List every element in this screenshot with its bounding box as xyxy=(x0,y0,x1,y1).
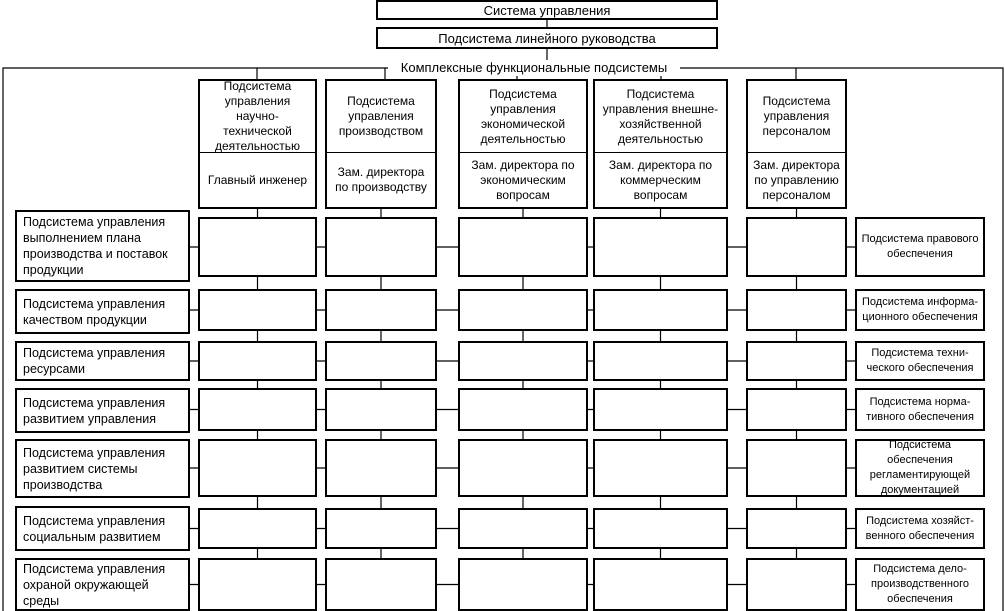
column-title-1: Подсистема управления научно-технической деятельностью xyxy=(214,79,301,153)
matrix-cell xyxy=(593,558,728,611)
linear-management-label: Подсистема линейного руководства xyxy=(438,30,656,46)
matrix-cell xyxy=(458,289,588,331)
column-title-3: Подсистема управления экономической деятельностью xyxy=(480,86,566,146)
column-header-4 xyxy=(593,79,728,209)
matrix-cell xyxy=(198,289,317,331)
matrix-cell xyxy=(746,341,847,381)
matrix-cell xyxy=(198,558,317,611)
matrix-cell xyxy=(746,388,847,431)
matrix-cell xyxy=(746,289,847,331)
column-header-1 xyxy=(198,79,317,209)
column-title-5: Подсистема управления персоналом xyxy=(762,94,831,138)
matrix-cell xyxy=(593,439,728,497)
support-box-1: Подсистема правового обеспечения xyxy=(855,217,985,277)
column-title-2: Подсистема управления производством xyxy=(338,94,424,138)
row-label-7: Подсистема управления охраной окружающей среды xyxy=(15,558,190,611)
matrix-cell xyxy=(198,508,317,549)
matrix-cell xyxy=(325,508,437,549)
matrix-cell xyxy=(746,217,847,277)
column-head-4: Зам. директора по коммерческим вопросам xyxy=(608,157,713,202)
matrix-cell xyxy=(458,508,588,549)
matrix-cell xyxy=(198,341,317,381)
row-label-4: Подсистема управления развитием управления xyxy=(15,388,190,433)
column-head-3: Зам. директора по экономическим вопросам xyxy=(471,157,575,202)
matrix-cell xyxy=(746,508,847,549)
matrix-cell xyxy=(325,289,437,331)
support-box-7: Подсистема дело-производственного обеспечения xyxy=(855,558,985,611)
matrix-cell xyxy=(593,508,728,549)
matrix-cell xyxy=(325,217,437,277)
matrix-cell xyxy=(458,388,588,431)
matrix-cell xyxy=(458,439,588,497)
support-box-6: Подсистема хозяйст-венного обеспечения xyxy=(855,508,985,549)
column-title-4: Подсистема управления внешне-хозяйственной деятельностью xyxy=(602,86,719,146)
column-head-2: Зам. директора по производству xyxy=(335,165,427,194)
matrix-cell xyxy=(593,217,728,277)
matrix-cell xyxy=(325,341,437,381)
column-head-1: Главный инженер xyxy=(207,172,308,187)
column-header-3 xyxy=(458,79,588,209)
support-box-3: Подсистема техни-ческого обеспечения xyxy=(855,341,985,381)
column-head-5: Зам. директора по управлению персоналом xyxy=(753,157,840,202)
matrix-cell xyxy=(198,217,317,277)
row-label-2: Подсистема управления качеством продукции xyxy=(15,289,190,334)
linear-management-box xyxy=(376,27,718,49)
matrix-cell xyxy=(198,439,317,497)
matrix-cell xyxy=(325,439,437,497)
matrix-cell xyxy=(458,217,588,277)
matrix-cell xyxy=(325,388,437,431)
row-label-3: Подсистема управления ресурсами xyxy=(15,341,190,381)
matrix-cell xyxy=(325,558,437,611)
matrix-cell xyxy=(593,341,728,381)
matrix-cell xyxy=(746,439,847,497)
column-header-2 xyxy=(325,79,437,209)
support-box-2: Подсистема информа-ционного обеспечения xyxy=(855,289,985,331)
row-label-6: Подсистема управления социальным развитием xyxy=(15,506,190,551)
row-label-5: Подсистема управления развитием системы производства xyxy=(15,439,190,498)
row-label-1: Подсистема управления выполнением плана производства и поставок продукции xyxy=(15,210,190,282)
complex-subsystems-label: Комплексные функциональные подсистемы xyxy=(388,60,680,76)
matrix-cell xyxy=(746,558,847,611)
support-box-4: Подсистема норма-тивного обеспечения xyxy=(855,388,985,431)
matrix-cell xyxy=(198,388,317,431)
matrix-cell xyxy=(593,289,728,331)
matrix-cell xyxy=(458,341,588,381)
column-header-5 xyxy=(746,79,847,209)
support-box-5: Подсистема обеспечения регламентирующей документацией xyxy=(855,439,985,497)
system-box xyxy=(376,0,718,20)
matrix-cell xyxy=(458,558,588,611)
matrix-cell xyxy=(593,388,728,431)
system-label: Система управления xyxy=(483,2,611,18)
